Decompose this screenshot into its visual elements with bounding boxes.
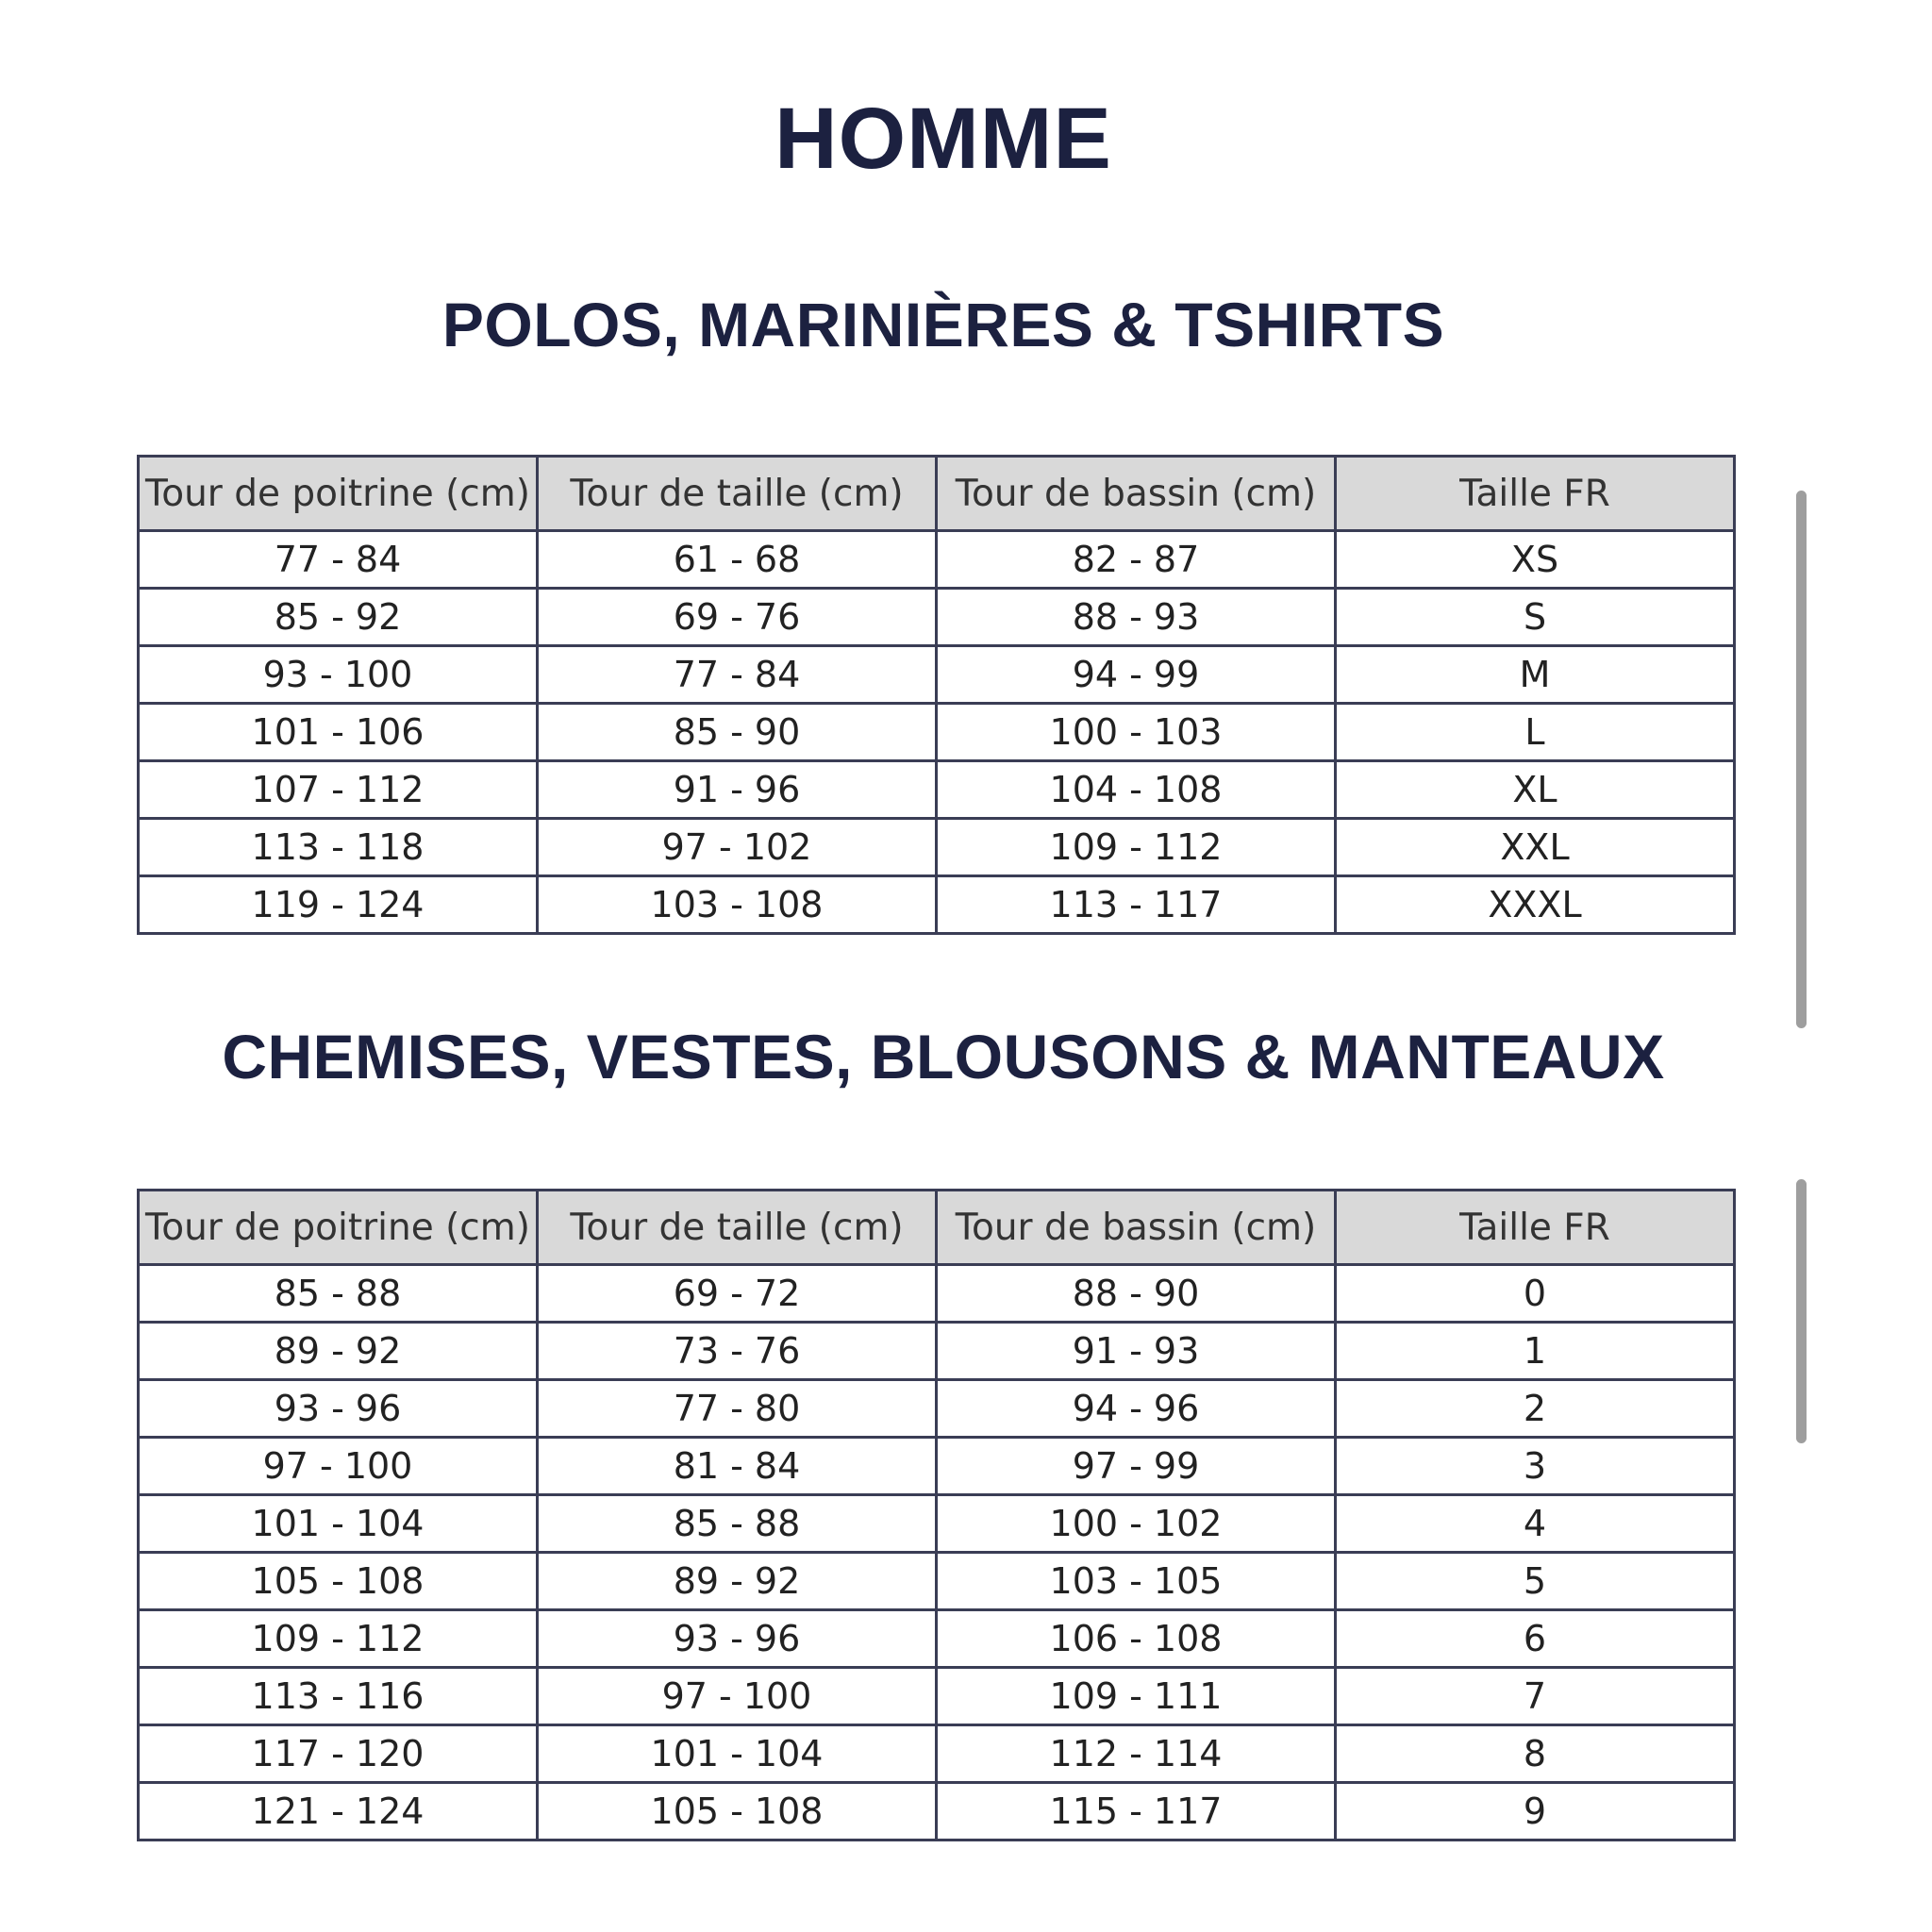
table-row bbox=[139, 1265, 1735, 1323]
cell-chest: 101 - 104 bbox=[139, 1495, 538, 1553]
cell-size-fr: 5 bbox=[1336, 1553, 1735, 1610]
table-row bbox=[139, 1725, 1735, 1783]
cell-hip: 112 - 114 bbox=[937, 1725, 1336, 1783]
cell-chest: 89 - 92 bbox=[139, 1323, 538, 1380]
cell-hip: 91 - 93 bbox=[937, 1323, 1336, 1380]
cell-hip: 109 - 112 bbox=[937, 819, 1336, 876]
cell-hip: 103 - 105 bbox=[937, 1553, 1336, 1610]
cell-size-fr: S bbox=[1336, 589, 1735, 646]
cell-size-fr: 1 bbox=[1336, 1323, 1735, 1380]
cell-waist: 93 - 96 bbox=[538, 1610, 937, 1668]
cell-size-fr: XL bbox=[1336, 761, 1735, 819]
column-header-chest: Tour de poitrine (cm) bbox=[139, 1191, 538, 1265]
cell-hip: 109 - 111 bbox=[937, 1668, 1336, 1725]
table-row bbox=[139, 1380, 1735, 1438]
table-row bbox=[139, 1668, 1735, 1725]
cell-chest: 77 - 84 bbox=[139, 531, 538, 589]
cell-size-fr: 3 bbox=[1336, 1438, 1735, 1495]
table-row bbox=[139, 761, 1735, 819]
section-title-chemises: CHEMISES, VESTES, BLOUSONS & MANTEAUX bbox=[222, 1022, 1665, 1091]
cell-hip: 88 - 93 bbox=[937, 589, 1336, 646]
cell-hip: 115 - 117 bbox=[937, 1783, 1336, 1840]
cell-hip: 100 - 103 bbox=[937, 704, 1336, 761]
cell-hip: 97 - 99 bbox=[937, 1438, 1336, 1495]
cell-chest: 85 - 92 bbox=[139, 589, 538, 646]
cell-size-fr: 2 bbox=[1336, 1380, 1735, 1438]
cell-waist: 89 - 92 bbox=[538, 1553, 937, 1610]
cell-chest: 113 - 118 bbox=[139, 819, 538, 876]
cell-waist: 85 - 88 bbox=[538, 1495, 937, 1553]
cell-size-fr: L bbox=[1336, 704, 1735, 761]
cell-size-fr: 9 bbox=[1336, 1783, 1735, 1840]
cell-size-fr: M bbox=[1336, 646, 1735, 704]
cell-waist: 69 - 76 bbox=[538, 589, 937, 646]
cell-waist: 85 - 90 bbox=[538, 704, 937, 761]
column-header-size-fr: Taille FR bbox=[1336, 457, 1735, 531]
cell-waist: 61 - 68 bbox=[538, 531, 937, 589]
section-title-polos: POLOS, MARINIÈRES & TSHIRTS bbox=[441, 290, 1445, 359]
cell-chest: 105 - 108 bbox=[139, 1553, 538, 1610]
cell-hip: 88 - 90 bbox=[937, 1265, 1336, 1323]
cell-chest: 101 - 106 bbox=[139, 704, 538, 761]
column-header-chest: Tour de poitrine (cm) bbox=[139, 457, 538, 531]
cell-chest: 93 - 96 bbox=[139, 1380, 538, 1438]
cell-waist: 97 - 100 bbox=[538, 1668, 937, 1725]
scrollbar-thumb-lower[interactable] bbox=[1796, 1179, 1807, 1443]
cell-waist: 77 - 84 bbox=[538, 646, 937, 704]
table-header-row bbox=[139, 457, 1735, 531]
cell-waist: 73 - 76 bbox=[538, 1323, 937, 1380]
cell-waist: 91 - 96 bbox=[538, 761, 937, 819]
cell-waist: 97 - 102 bbox=[538, 819, 937, 876]
table-row bbox=[139, 1495, 1735, 1553]
cell-hip: 100 - 102 bbox=[937, 1495, 1336, 1553]
table-row bbox=[139, 704, 1735, 761]
column-header-hip: Tour de bassin (cm) bbox=[937, 457, 1336, 531]
cell-size-fr: 6 bbox=[1336, 1610, 1735, 1668]
cell-hip: 106 - 108 bbox=[937, 1610, 1336, 1668]
cell-waist: 103 - 108 bbox=[538, 876, 937, 934]
cell-size-fr: XXXL bbox=[1336, 876, 1735, 934]
table-row bbox=[139, 531, 1735, 589]
cell-chest: 117 - 120 bbox=[139, 1725, 538, 1783]
cell-chest: 113 - 116 bbox=[139, 1668, 538, 1725]
cell-size-fr: 7 bbox=[1336, 1668, 1735, 1725]
table-row bbox=[139, 1783, 1735, 1840]
column-header-waist: Tour de taille (cm) bbox=[538, 457, 937, 531]
size-table-chemises bbox=[137, 1189, 1736, 1841]
cell-size-fr: XS bbox=[1336, 531, 1735, 589]
table-row bbox=[139, 1553, 1735, 1610]
cell-chest: 119 - 124 bbox=[139, 876, 538, 934]
table-row bbox=[139, 1610, 1735, 1668]
table-row bbox=[139, 876, 1735, 934]
cell-hip: 104 - 108 bbox=[937, 761, 1336, 819]
cell-chest: 85 - 88 bbox=[139, 1265, 538, 1323]
cell-waist: 105 - 108 bbox=[538, 1783, 937, 1840]
cell-chest: 121 - 124 bbox=[139, 1783, 538, 1840]
page-title: HOMME bbox=[774, 91, 1112, 187]
cell-waist: 81 - 84 bbox=[538, 1438, 937, 1495]
size-table-polos bbox=[137, 455, 1736, 935]
cell-size-fr: XXL bbox=[1336, 819, 1735, 876]
cell-size-fr: 8 bbox=[1336, 1725, 1735, 1783]
cell-chest: 97 - 100 bbox=[139, 1438, 538, 1495]
scrollbar-thumb[interactable] bbox=[1796, 491, 1807, 1028]
table-row bbox=[139, 819, 1735, 876]
cell-hip: 82 - 87 bbox=[937, 531, 1336, 589]
table-header-row bbox=[139, 1191, 1735, 1265]
column-header-hip: Tour de bassin (cm) bbox=[937, 1191, 1336, 1265]
cell-chest: 109 - 112 bbox=[139, 1610, 538, 1668]
cell-waist: 101 - 104 bbox=[538, 1725, 937, 1783]
cell-size-fr: 4 bbox=[1336, 1495, 1735, 1553]
column-header-size-fr: Taille FR bbox=[1336, 1191, 1735, 1265]
cell-hip: 113 - 117 bbox=[937, 876, 1336, 934]
cell-waist: 77 - 80 bbox=[538, 1380, 937, 1438]
column-header-waist: Tour de taille (cm) bbox=[538, 1191, 937, 1265]
cell-chest: 93 - 100 bbox=[139, 646, 538, 704]
cell-hip: 94 - 99 bbox=[937, 646, 1336, 704]
table-row bbox=[139, 1323, 1735, 1380]
table-row bbox=[139, 589, 1735, 646]
table-row bbox=[139, 646, 1735, 704]
cell-chest: 107 - 112 bbox=[139, 761, 538, 819]
table-row bbox=[139, 1438, 1735, 1495]
cell-hip: 94 - 96 bbox=[937, 1380, 1336, 1438]
cell-size-fr: 0 bbox=[1336, 1265, 1735, 1323]
cell-waist: 69 - 72 bbox=[538, 1265, 937, 1323]
